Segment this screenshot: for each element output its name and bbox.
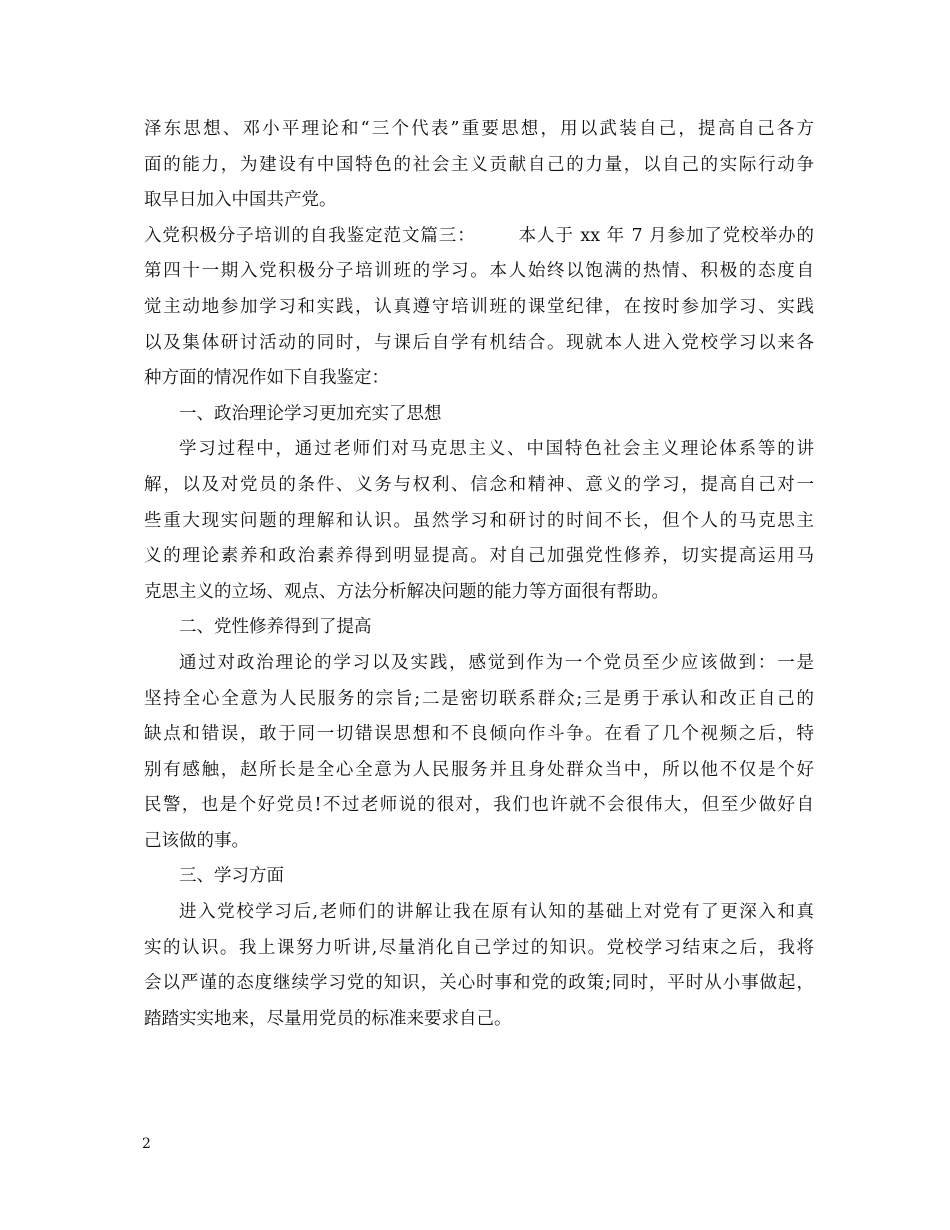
document-body [144, 112, 814, 1037]
text-line: 解，以及对党员的条件、义务与权利、信念和精神、意义的学习，提高自己对一 [144, 474, 814, 495]
text-line: 实的认识。我上课努力听讲,尽量消化自己学过的知识。党校学习结束之后，我将 [144, 937, 814, 958]
page-number: 2 [142, 1136, 151, 1152]
section-heading: 二、党性修养得到了提高 [179, 617, 372, 638]
text-line: 踏踏实实地来，尽量用党员的标准来要求自己。 [144, 1008, 512, 1029]
text-line: 通过对政治理论的学习以及实践，感觉到作为一个党员至少应该做到：一是 [179, 652, 814, 673]
text-line: 些重大现实问题的理解和认识。虽然学习和研讨的时间不长，但个人的马克思主 [144, 510, 814, 531]
text-line: 缺点和错误，敢于同一切错误思想和不良倾向作斗争。在看了几个视频之后，特 [144, 724, 814, 745]
text-line: 面的能力，为建设有中国特色的社会主义贡献自己的力量，以自己的实际行动争 [144, 154, 814, 175]
section-heading: 一、政治理论学习更加充实了思想 [179, 403, 442, 424]
section-heading-line [144, 219, 814, 255]
section-heading: 三、学习方面 [179, 866, 284, 887]
text-line: 以及集体研讨活动的同时，与课后自学有机结合。现就本人进入党校学习以来各 [144, 332, 814, 353]
article-title: 入党积极分子培训的自我鉴定范文篇三： [144, 225, 476, 246]
text-line: 学习过程中，通过老师们对马克思主义、中国特色社会主义理论体系等的讲 [179, 439, 814, 460]
text-line: 泽东思想、邓小平理论和“三个代表”重要思想，用以武装自己，提高自己各方 [144, 119, 814, 139]
text-line: 义的理论素养和政治素养得到明显提高。对自己加强党性修养，切实提高运用马 [144, 546, 814, 567]
text-line: 别有感触，赵所长是全心全意为人民服务并且身处群众当中，所以他不仅是个好 [144, 759, 814, 780]
text-line: 民警，也是个好党员!不过老师说的很对，我们也许就不会很伟大，但至少做好自 [144, 795, 814, 816]
text-line: 坚持全心全意为人民服务的宗旨;二是密切联系群众;三是勇于承认和改正自己的 [144, 688, 814, 709]
text-line: 取早日加入中国共产党。 [144, 190, 337, 211]
text-line: 己该做的事。 [144, 830, 249, 851]
text-line: 种方面的情况作如下自我鉴定： [144, 368, 389, 389]
text-line: 觉主动地参加学习和实践，认真遵守培训班的课堂纪律，在按时参加学习、实践 [144, 296, 814, 317]
text-line: 克思主义的立场、观点、方法分析解决问题的能力等方面很有帮助。 [144, 581, 669, 602]
text-line: 第四十一期入党积极分子培训班的学习。本人始终以饱满的热情、积极的态度自 [144, 261, 814, 282]
text-line: 本人于 xx 年 7 月参加了党校举办的 [517, 225, 815, 246]
text-line: 进入党校学习后,老师们的讲解让我在原有认知的基础上对党有了更深入和真 [179, 902, 814, 923]
text-line: 会以严谨的态度继续学习党的知识，关心时事和党的政策;同时，平时从小事做起， [144, 973, 814, 994]
